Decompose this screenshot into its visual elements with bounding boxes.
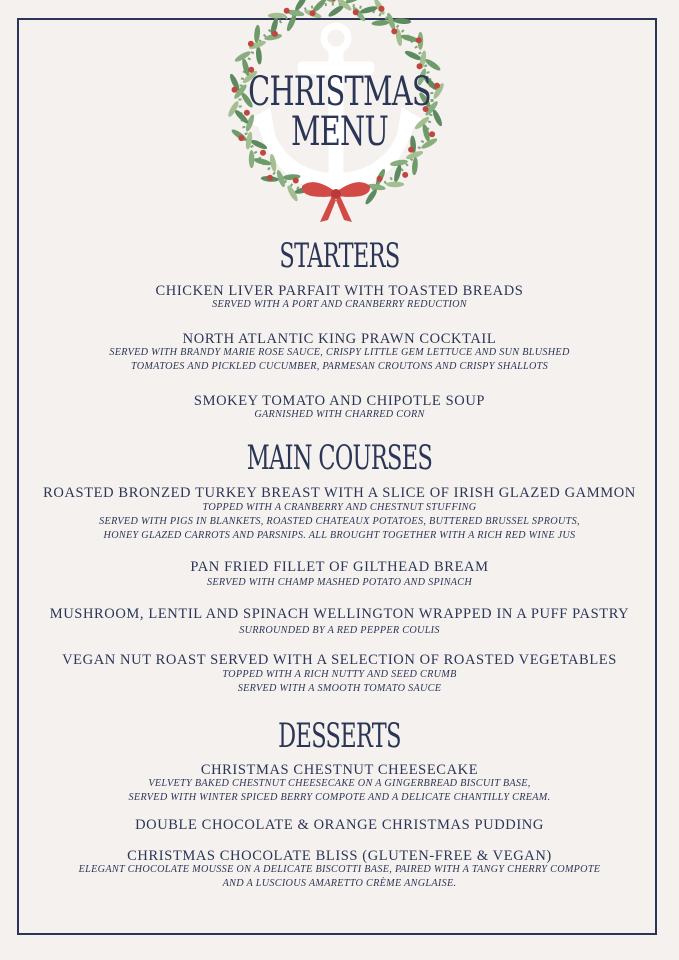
berry bbox=[272, 31, 278, 37]
starter-desc: GARNISHED WITH CHARRED CORN bbox=[254, 409, 425, 420]
dessert-name: CHRISTMAS CHESTNUT CHEESECAKE bbox=[200, 762, 479, 778]
dessert-name: CHRISTMAS CHOCOLATE BLISS (GLUTEN-FREE & VEGAN) bbox=[127, 848, 552, 864]
main-name: MUSHROOM, LENTIL AND SPINACH WELLINGTON WRAPPED IN A PUFF PASTRY bbox=[49, 606, 630, 622]
main-desc: HONEY GLAZED CARROTS AND PARSNIPS. ALL BROUGHT TOGETHER WITH A RICH RED WINE JUS bbox=[103, 530, 576, 541]
berry bbox=[353, 9, 359, 15]
main-desc: SERVED WITH A SMOOTH TOMATO SAUCE bbox=[237, 683, 442, 694]
main-name: ROASTED BRONZED TURKEY BREAST WITH A SLICE OF IRISH GLAZED GAMMON bbox=[43, 485, 636, 501]
berry bbox=[377, 176, 383, 182]
dessert-desc: AND A LUSCIOUS AMARETTO CRÈME ANGLAISE. bbox=[222, 878, 457, 889]
leaf bbox=[386, 182, 404, 188]
leaf bbox=[400, 33, 419, 43]
leaf bbox=[255, 46, 262, 64]
leaf bbox=[371, 19, 389, 26]
main-desc: SURROUNDED BY A RED PEPPER COULIS bbox=[239, 625, 440, 636]
main-desc: SERVED WITH PIGS IN BLANKETS, ROASTED CHATEAUX POTATOES, BUTTERED BRUSSEL SPROUTS, bbox=[99, 516, 580, 527]
berry bbox=[310, 10, 316, 16]
leaf bbox=[393, 164, 403, 183]
leaf bbox=[393, 18, 411, 25]
dessert-desc: VELVETY BAKED CHESTNUT CHEESECAKE ON A GINGERBREAD BISCUIT BASE, bbox=[148, 778, 531, 789]
berry bbox=[379, 6, 385, 12]
berry bbox=[267, 175, 273, 181]
berry bbox=[402, 172, 408, 178]
dessert-desc: ELEGANT CHOCOLATE MOUSSE ON A DELICATE BISCOTTI BASE, PAIRED WITH A TANGY CHERRY COMPOTE bbox=[78, 864, 601, 875]
berry bbox=[293, 178, 299, 184]
starter-name: NORTH ATLANTIC KING PRAWN COCKTAIL bbox=[182, 331, 497, 347]
mains-heading: MAIN COURSES bbox=[246, 438, 433, 478]
dessert-desc: SERVED WITH WINTER SPICED BERRY COMPOTE AND A DELICATE CHANTILLY CREAM. bbox=[128, 792, 551, 803]
berry bbox=[416, 37, 422, 43]
berry bbox=[391, 28, 397, 34]
menu-title-line2: MENU bbox=[290, 109, 389, 155]
leaf bbox=[268, 13, 286, 19]
main-name: PAN FRIED FILLET OF GILTHEAD BREAM bbox=[190, 559, 489, 575]
starter-desc: SERVED WITH A PORT AND CRANBERRY REDUCTION bbox=[212, 299, 467, 310]
main-name: VEGAN NUT ROAST SERVED WITH A SELECTION OF ROASTED VEGETABLES bbox=[62, 652, 617, 668]
desserts-heading: DESSERTS bbox=[278, 716, 401, 756]
starter-desc: TOMATOES AND PICKLED CUCUMBER, PARMESAN CROUTONS AND CRISPY SHALLOTS bbox=[130, 361, 549, 372]
leaf bbox=[404, 49, 423, 62]
starter-name: CHICKEN LIVER PARFAIT WITH TOASTED BREADS bbox=[155, 283, 524, 299]
main-desc: TOPPED WITH A CRANBERRY AND CHESTNUT STUFFING bbox=[202, 502, 477, 513]
berry bbox=[284, 8, 290, 14]
starters-heading: STARTERS bbox=[279, 236, 400, 276]
main-desc: TOPPED WITH A RICH NUTTY AND SEED CRUMB bbox=[222, 669, 457, 680]
menu-title-line1: CHRISTMAS bbox=[248, 69, 431, 115]
starter-desc: SERVED WITH BRANDY MARIE ROSE SAUCE, CRISPY LITTLE GEM LETTUCE AND SUN BLUSHED bbox=[109, 347, 570, 358]
dessert-name: DOUBLE CHOCOLATE & ORANGE CHRISTMAS PUDDING bbox=[135, 817, 544, 833]
main-desc: SERVED WITH CHAMP MASHED POTATO AND SPINACH bbox=[206, 577, 473, 588]
leaf bbox=[253, 157, 272, 167]
berry bbox=[248, 41, 254, 47]
starter-name: SMOKEY TOMATO AND CHIPOTLE SOUP bbox=[193, 393, 486, 409]
